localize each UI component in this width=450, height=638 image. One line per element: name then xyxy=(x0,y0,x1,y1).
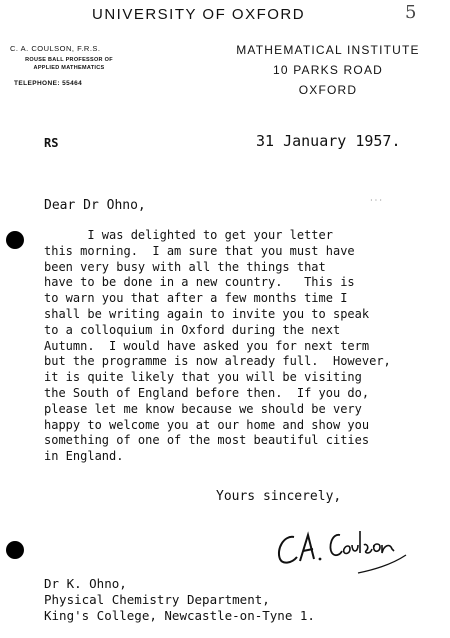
body-line: but the programme is now already full. However, xyxy=(44,354,391,369)
body-line: I was delighted to get your letter xyxy=(44,228,333,242)
body-line: in England. xyxy=(44,449,124,464)
punch-hole xyxy=(6,231,24,249)
punch-hole xyxy=(6,541,24,559)
body-line: it is quite likely that you will be visiting xyxy=(44,370,362,385)
body-line: to a colloquium in Oxford during the next xyxy=(44,322,341,337)
body-line: this morning. I am sure that you must have xyxy=(44,243,355,258)
reference-initials: RS xyxy=(44,136,59,150)
recipient-address xyxy=(44,576,315,624)
body-line: been very busy with all the things that xyxy=(44,259,326,274)
sender-name: C. A. COULSON, F.R.S. xyxy=(10,44,101,53)
letter-body xyxy=(44,228,391,465)
handwritten-signature xyxy=(270,515,410,575)
sender-title xyxy=(10,56,128,72)
closing: Yours sincerely, xyxy=(216,489,342,504)
recipient-line: King's College, Newcastle-on-Tyne 1. xyxy=(44,608,315,623)
sender-telephone: TELEPHONE: 55464 xyxy=(14,80,83,87)
recipient-line: Dr K. Ohno, xyxy=(44,576,127,591)
letter-date: 31 January 1957. xyxy=(256,132,401,150)
handwritten-page-number: 5 xyxy=(405,2,417,23)
sender-title-line: APPLIED MATHEMATICS xyxy=(33,65,105,71)
salutation: Dear Dr Ohno, xyxy=(44,198,146,213)
body-line: happy to welcome you at our home and show you xyxy=(44,417,370,432)
body-line: Autumn. I would have asked you for next term xyxy=(44,338,370,353)
institute-line: MATHEMATICAL INSTITUTE xyxy=(236,43,420,57)
institute-line: OXFORD xyxy=(298,83,358,97)
body-line: shall be writing again to invite you to speak xyxy=(44,306,370,321)
ink-speck: · · · xyxy=(370,196,382,205)
body-line: please let me know because we should be very xyxy=(44,401,362,416)
sender-title-line: ROUSE BALL PROFESSOR OF xyxy=(25,57,113,63)
body-line: the South of England before then. If you do, xyxy=(44,385,370,400)
body-line: to warn you that after a few months time I xyxy=(44,291,348,306)
institute-line: 10 PARKS ROAD xyxy=(272,63,384,77)
institute-address xyxy=(228,40,428,100)
recipient-line: Physical Chemistry Department, xyxy=(44,592,270,607)
body-line: something of one of the most beautiful cities xyxy=(44,433,370,448)
body-line: have to be done in a new country. This is xyxy=(44,275,355,290)
university-heading: UNIVERSITY OF OXFORD xyxy=(92,6,306,23)
